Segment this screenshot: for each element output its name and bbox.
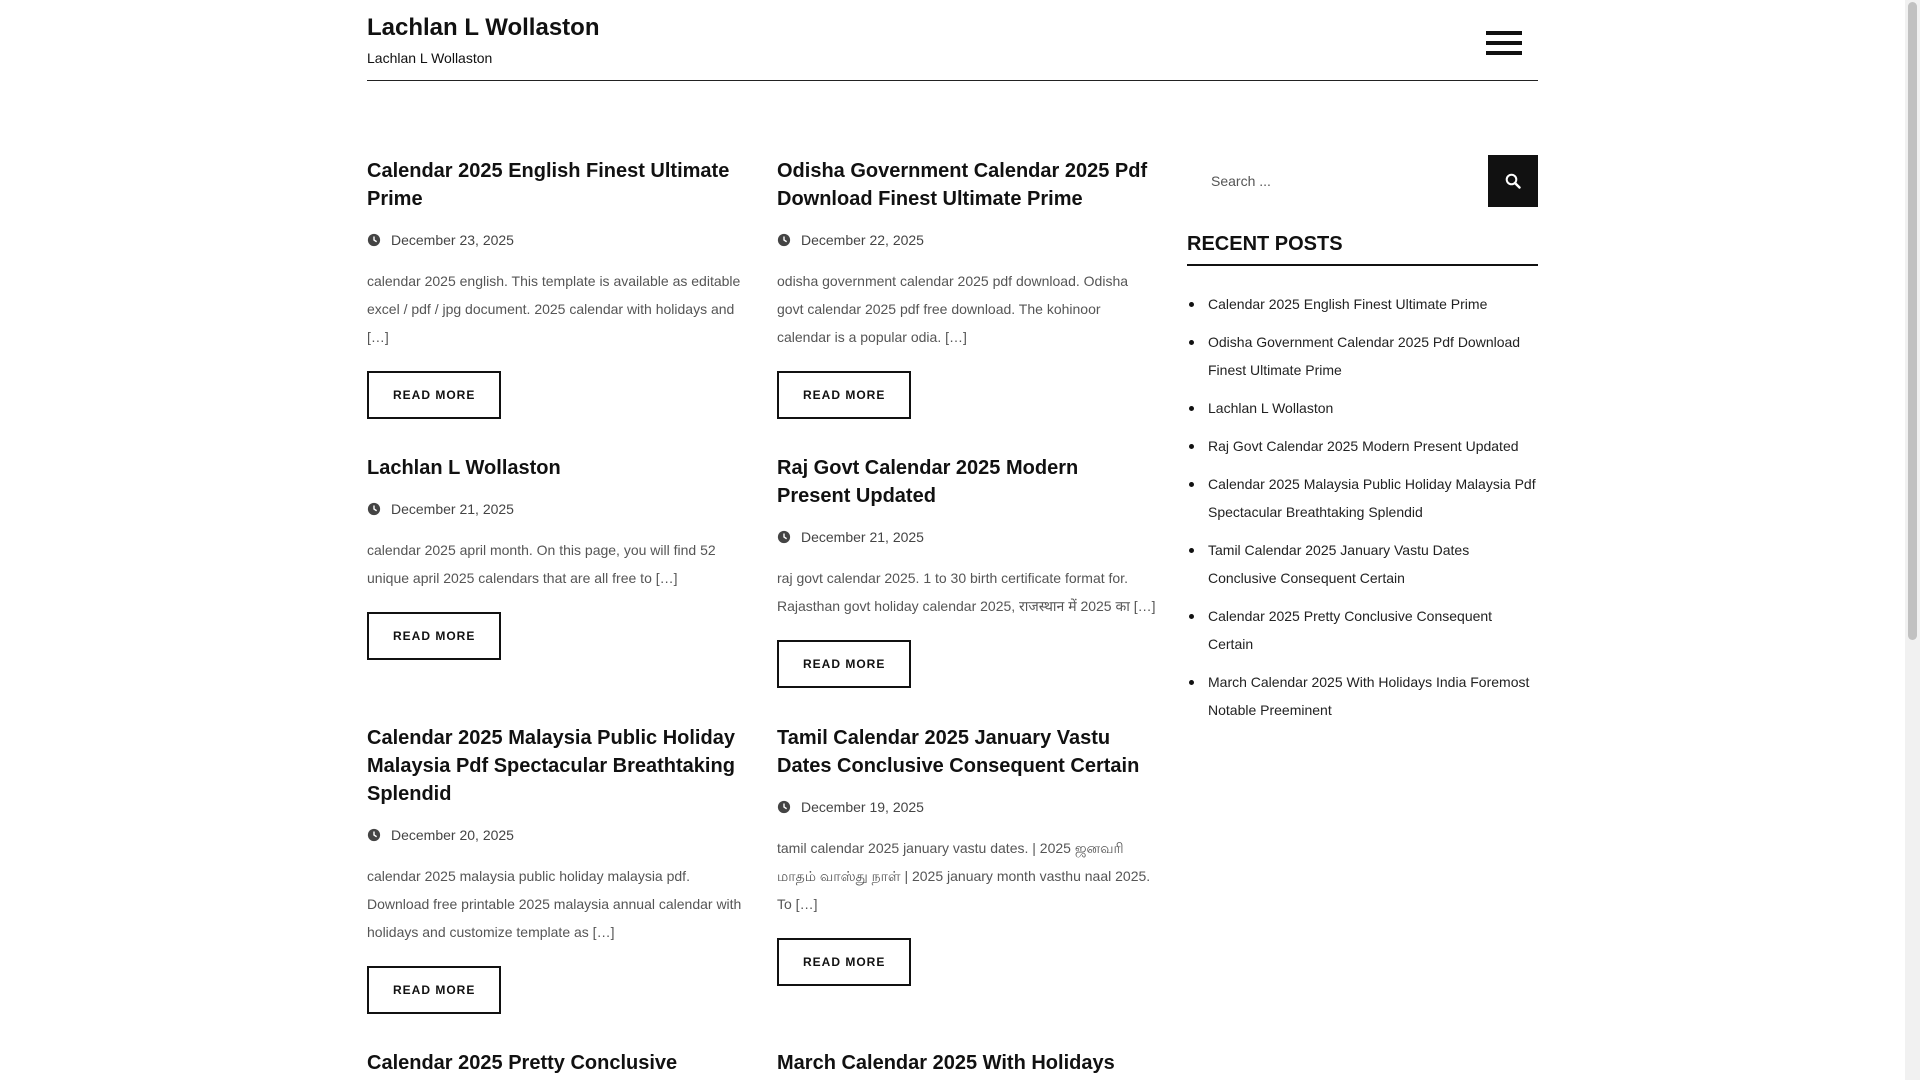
post-card (777, 724, 1157, 986)
read-more-button[interactable]: READ MORE (367, 966, 501, 1014)
recent-post-link[interactable]: March Calendar 2025 With Holidays India Foremost Notable Preeminent (1208, 674, 1530, 718)
post-date[interactable]: December 21, 2025 (391, 501, 514, 517)
post-date[interactable]: December 23, 2025 (391, 232, 514, 248)
menu-bar (1486, 51, 1522, 55)
post-meta (777, 528, 1157, 546)
post-excerpt: calendar 2025 april month. On this page, you will find 52 unique april 2025 calendars that are all free to […] (367, 542, 716, 586)
post-date[interactable]: December 20, 2025 (391, 827, 514, 843)
list-item (1187, 290, 1538, 318)
menu-bar (1486, 31, 1522, 35)
post-excerpt: odisha government calendar 2025 pdf download. Odisha govt calendar 2025 pdf free download. The kohinoor calendar is a popular odia. […] (777, 273, 1129, 345)
clock-icon (367, 233, 381, 247)
site-header (367, 0, 1538, 81)
menu-bar (1486, 41, 1522, 45)
post-meta (777, 798, 1157, 816)
post-title[interactable]: Lachlan L Wollaston (367, 457, 561, 479)
post-card (777, 1049, 1157, 1077)
post-title[interactable]: Raj Govt Calendar 2025 Modern Present Updated (777, 457, 1079, 507)
post-card (367, 1049, 747, 1077)
list-item (1187, 432, 1538, 460)
post-excerpt: raj govt calendar 2025. 1 to 30 birth certificate format for. Rajasthan govt holiday calendar 2025, राजस्थान में 2025 का […] (777, 570, 1156, 614)
list-item (1187, 668, 1538, 724)
post-meta (367, 826, 747, 844)
post-card (777, 157, 1157, 419)
read-more-button[interactable]: READ MORE (367, 612, 501, 660)
post-card (777, 454, 1157, 688)
post-meta (367, 231, 747, 249)
scrollbar-thumb[interactable] (1908, 2, 1917, 640)
post-excerpt: tamil calendar 2025 january vastu dates. | 2025 ஜனவரி மாதம் வாஸ்து நாள் | 2025 january month vasthu naal 2025. To […] (777, 840, 1151, 912)
list-item (1187, 328, 1538, 384)
post-meta (367, 500, 747, 518)
search-icon (1505, 173, 1521, 189)
list-item (1187, 602, 1538, 658)
clock-icon (777, 530, 791, 544)
post-title[interactable]: Calendar 2025 Malaysia Public Holiday Malaysia Pdf Spectacular Breathtaking Splendid (367, 727, 735, 805)
clock-icon (367, 828, 381, 842)
search-input[interactable] (1187, 155, 1488, 207)
read-more-button[interactable]: READ MORE (777, 938, 911, 986)
post-meta (777, 231, 1157, 249)
post-title[interactable]: Tamil Calendar 2025 January Vastu Dates Conclusive Consequent Certain (777, 727, 1140, 777)
post-date[interactable]: December 21, 2025 (801, 529, 924, 545)
recent-post-link[interactable]: Odisha Government Calendar 2025 Pdf Download Finest Ultimate Prime (1208, 334, 1521, 378)
search-button[interactable] (1488, 155, 1538, 207)
list-item (1187, 394, 1538, 422)
recent-post-link[interactable]: Calendar 2025 Pretty Conclusive Consequent Certain (1208, 608, 1493, 652)
read-more-button[interactable]: READ MORE (777, 640, 911, 688)
recent-post-link[interactable]: Lachlan L Wollaston (1208, 400, 1334, 416)
recent-post-link[interactable]: Calendar 2025 English Finest Ultimate Prime (1208, 296, 1488, 312)
search-form (1187, 155, 1538, 207)
list-item (1187, 470, 1538, 526)
sidebar (1187, 155, 1538, 734)
read-more-button[interactable]: READ MORE (367, 371, 501, 419)
recent-posts-title: RECENT POSTS (1187, 233, 1538, 266)
clock-icon (367, 502, 381, 516)
post-card (367, 724, 747, 1014)
recent-post-link[interactable]: Tamil Calendar 2025 January Vastu Dates Conclusive Consequent Certain (1208, 542, 1470, 586)
post-title[interactable]: March Calendar 2025 With Holidays (777, 1052, 1115, 1074)
clock-icon (777, 233, 791, 247)
post-title[interactable]: Calendar 2025 Pretty Conclusive (367, 1052, 678, 1074)
recent-posts-list (1187, 290, 1538, 724)
site-title[interactable]: Lachlan L Wollaston (367, 14, 600, 41)
post-card (367, 157, 747, 419)
page-container (367, 0, 1538, 1074)
post-date[interactable]: December 22, 2025 (801, 232, 924, 248)
site-description: Lachlan L Wollaston (367, 50, 493, 66)
post-excerpt: calendar 2025 malaysia public holiday malaysia pdf. Download free printable 2025 malaysia annual calendar with holidays and customize template as […] (367, 868, 742, 940)
clock-icon (777, 800, 791, 814)
hamburger-menu-icon[interactable] (1486, 31, 1522, 55)
post-card (367, 454, 747, 660)
page-scrollbar[interactable] (1905, 0, 1920, 1080)
read-more-button[interactable]: READ MORE (777, 371, 911, 419)
post-title[interactable]: Odisha Government Calendar 2025 Pdf Download Finest Ultimate Prime (777, 160, 1148, 210)
recent-post-link[interactable]: Calendar 2025 Malaysia Public Holiday Malaysia Pdf Spectacular Breathtaking Splendid (1208, 476, 1536, 520)
recent-post-link[interactable]: Raj Govt Calendar 2025 Modern Present Updated (1208, 438, 1519, 454)
post-title[interactable]: Calendar 2025 English Finest Ultimate Prime (367, 160, 730, 210)
post-date[interactable]: December 19, 2025 (801, 799, 924, 815)
post-excerpt: calendar 2025 english. This template is available as editable excel / pdf / jpg document. 2025 calendar with holidays and […] (367, 273, 741, 345)
list-item (1187, 536, 1538, 592)
